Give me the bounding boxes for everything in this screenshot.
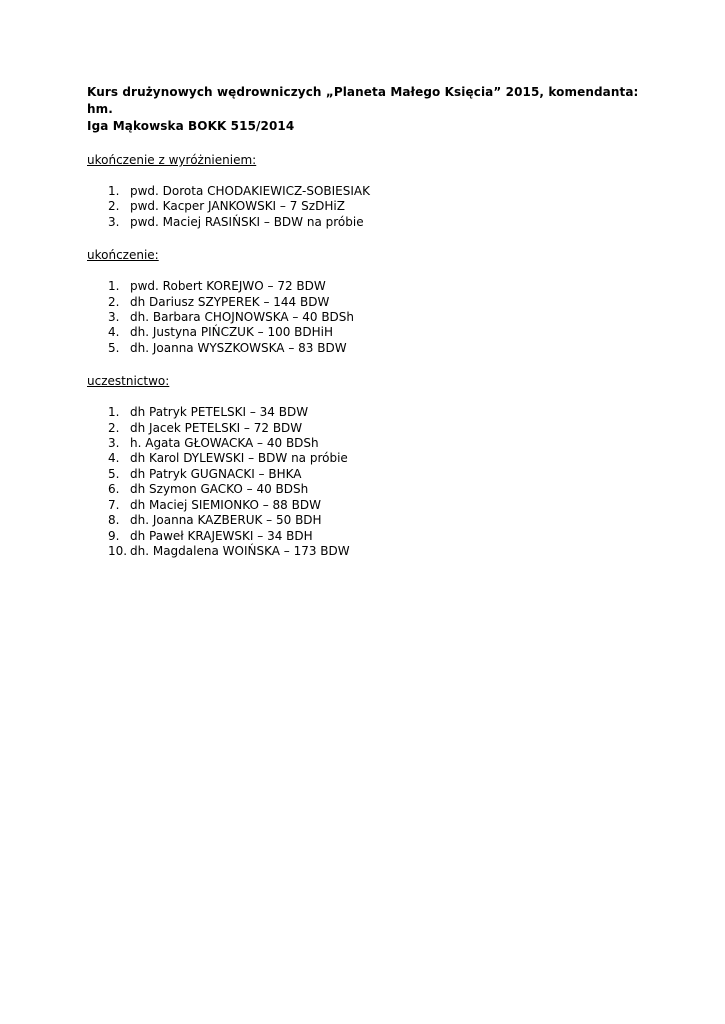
list-item-text: dh Dariusz SZYPEREK – 144 BDW xyxy=(130,294,330,309)
list-item-text: pwd. Dorota CHODAKIEWICZ-SOBIESIAK xyxy=(130,184,370,198)
list-item-text: dh. Barbara CHOJNOWSKA – 40 BDSh xyxy=(130,310,355,325)
section-heading-participation: uczestnictwo: xyxy=(87,374,170,389)
list-item xyxy=(87,451,647,466)
list-item-text: dh Maciej SIEMIONKO – 88 BDW xyxy=(130,497,321,512)
list-item-number: 5. xyxy=(108,340,120,355)
title-line-2: Iga Mąkowska BOKK 515/2014 xyxy=(87,119,295,133)
list-item-text: dh. Magdalena WOIŃSKA – 173 BDW xyxy=(130,543,350,558)
list-item-number: 2. xyxy=(108,294,120,309)
list-item-number: 2. xyxy=(108,199,120,214)
list-item xyxy=(87,341,647,356)
list-item xyxy=(87,405,647,420)
list-item-number: 1. xyxy=(108,184,120,198)
list-participation xyxy=(87,405,647,559)
list-item-text: pwd. Kacper JANKOWSKI – 7 SzDHiZ xyxy=(130,199,345,214)
list-item-number: 5. xyxy=(108,466,120,481)
document-title xyxy=(87,84,647,135)
list-item-number: 10. xyxy=(108,543,128,558)
list-item xyxy=(87,310,647,325)
list-item-number: 4. xyxy=(108,451,120,466)
list-item xyxy=(87,215,647,230)
list-item xyxy=(87,325,647,340)
list-item xyxy=(87,467,647,482)
list-item-text: dh Paweł KRAJEWSKI – 34 BDH xyxy=(130,528,313,543)
list-item xyxy=(87,498,647,513)
list-item-text: dh Karol DYLEWSKI – BDW na próbie xyxy=(130,451,348,466)
list-item-number: 1. xyxy=(108,279,120,294)
list-item-number: 7. xyxy=(108,497,120,512)
list-item xyxy=(87,436,647,451)
section-heading-completion: ukończenie: xyxy=(87,248,159,263)
title-line-1: Kurs drużynowych wędrowniczych „Planeta Małego Księcia” 2015, komendanta: hm. xyxy=(87,85,639,116)
section-heading-distinction: ukończenie z wyróżnieniem: xyxy=(87,153,257,167)
list-item-number: 1. xyxy=(108,405,120,420)
list-item-text: pwd. Robert KOREJWO – 72 BDW xyxy=(130,279,326,294)
list-item-text: dh. Joanna WYSZKOWSKA – 83 BDW xyxy=(130,340,347,355)
list-item xyxy=(87,184,647,199)
list-item xyxy=(87,199,647,214)
list-item-text: pwd. Maciej RASIŃSKI – BDW na próbie xyxy=(130,214,364,229)
list-item xyxy=(87,295,647,310)
list-item-text: dh Jacek PETELSKI – 72 BDW xyxy=(130,420,303,435)
list-item xyxy=(87,544,647,559)
list-completion xyxy=(87,279,647,356)
list-item-text: h. Agata GŁOWACKA – 40 BDSh xyxy=(130,436,319,451)
list-item xyxy=(87,421,647,436)
list-item-number: 4. xyxy=(108,325,120,340)
list-distinction xyxy=(87,184,647,230)
list-item-number: 9. xyxy=(108,528,120,543)
list-item-text: dh. Justyna PIŃCZUK – 100 BDHiH xyxy=(130,325,334,340)
list-item-text: dh. Joanna KAZBERUK – 50 BDH xyxy=(130,513,322,528)
list-item xyxy=(87,513,647,528)
list-item-number: 8. xyxy=(108,513,120,528)
list-item-number: 3. xyxy=(108,214,120,229)
list-item-text: dh Patryk GUGNACKI – BHKA xyxy=(130,466,302,481)
list-item-number: 3. xyxy=(108,436,120,451)
document-content xyxy=(87,84,647,559)
list-item-number: 3. xyxy=(108,310,120,325)
list-item-text: dh Patryk PETELSKI – 34 BDW xyxy=(130,405,309,420)
list-item-number: 6. xyxy=(108,482,120,497)
list-item xyxy=(87,529,647,544)
list-item-number: 2. xyxy=(108,420,120,435)
list-item xyxy=(87,482,647,497)
list-item xyxy=(87,279,647,294)
list-item-text: dh Szymon GACKO – 40 BDSh xyxy=(130,482,309,497)
